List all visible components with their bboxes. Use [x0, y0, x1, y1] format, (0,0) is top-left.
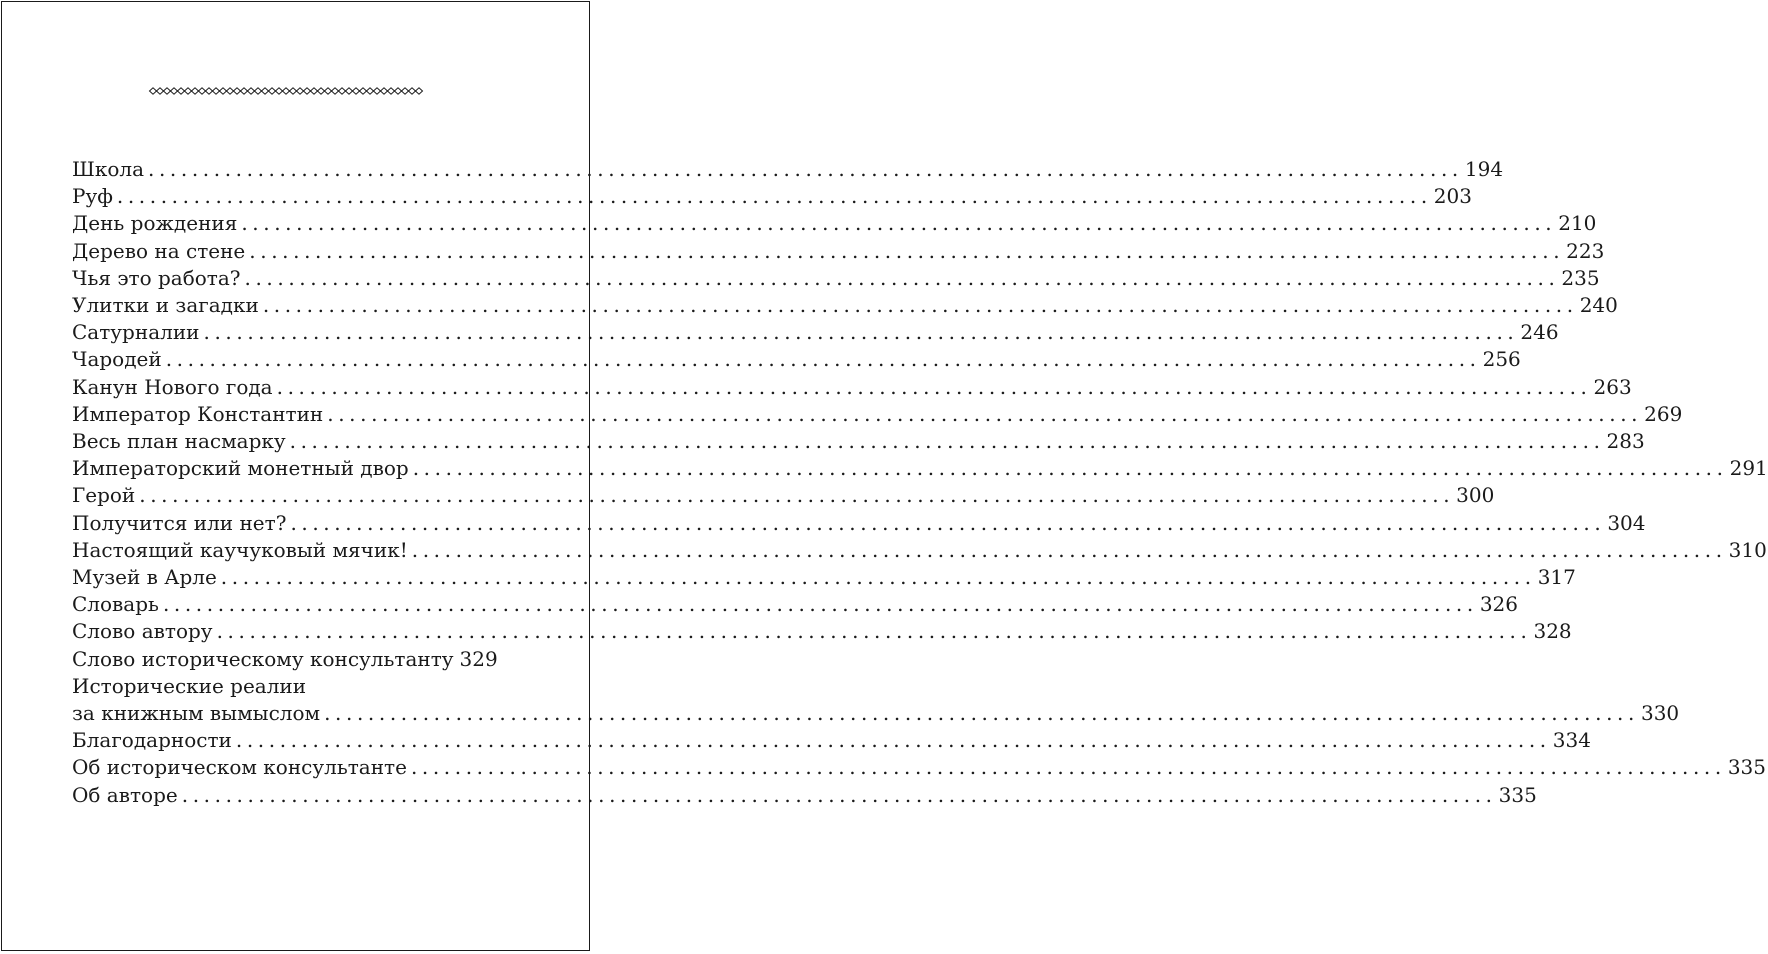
- toc-leader-dots: ........................................................................................................................: [148, 157, 1463, 181]
- toc-entry: [72, 401, 1683, 428]
- toc-entry-title: День рождения: [72, 211, 238, 236]
- toc-entry-page: 283: [1606, 429, 1645, 454]
- toc-entry: [72, 455, 1768, 482]
- toc-leader-dots: ........................................................................................................................: [216, 619, 1532, 644]
- toc-entry-title-line1: Исторические реалии: [72, 673, 307, 698]
- toc-entry-page: 326: [1479, 592, 1519, 617]
- toc-entry-title: Дерево на стене: [72, 238, 246, 263]
- toc-entry: [72, 482, 1495, 509]
- ornament-diamond: [381, 88, 388, 94]
- toc-entry: [72, 591, 1519, 618]
- ornament-diamond: [178, 88, 185, 94]
- toc-entry-continuation: [72, 700, 1680, 727]
- toc-entry: [72, 238, 1605, 265]
- ornament-diamond: [276, 88, 283, 94]
- ornament-diamond: [409, 88, 416, 94]
- toc-entry: [72, 754, 1767, 781]
- toc-entry: [72, 428, 1645, 455]
- toc-entry-page: 335: [1498, 782, 1537, 807]
- toc-entry-title: Герой: [72, 483, 136, 508]
- ornament-diamond: [360, 88, 367, 94]
- toc-entry-page: 203: [1433, 184, 1472, 209]
- ornament-diamond: [227, 88, 234, 94]
- toc-entry-title: Императорский монетный двор: [72, 456, 409, 481]
- toc-entry-title: Об авторе: [72, 782, 178, 807]
- toc-entry-title: Школа: [72, 157, 144, 181]
- ornament-diamond: [269, 88, 276, 94]
- toc-entry-page: 330: [1640, 701, 1680, 726]
- toc-entry-page: 328: [1533, 619, 1572, 644]
- toc-entry-page: 317: [1537, 565, 1576, 590]
- ornament-diamond: [346, 88, 353, 94]
- ornament-diamond: [332, 88, 339, 94]
- toc-entry: [72, 782, 1537, 809]
- toc-entry-page: 291: [1729, 456, 1768, 481]
- toc-leader-dots: ........................................................................................................................: [244, 265, 1560, 290]
- toc-entry: [72, 727, 1591, 754]
- toc-entry: [72, 564, 1576, 591]
- toc-entry: [72, 210, 1597, 237]
- toc-entry-title: Словарь: [72, 592, 159, 617]
- toc-entry: [72, 319, 1559, 346]
- toc-entry-title: Об историческом консультанте: [72, 755, 407, 780]
- toc-leader-dots: ........................................................................................................................: [249, 238, 1565, 263]
- ornament-diamond: [192, 88, 199, 94]
- ornament-diamond: [374, 88, 381, 94]
- toc-entry-page: 310: [1728, 537, 1767, 562]
- toc-leader-dots: ........................................................................................................................: [241, 211, 1557, 236]
- toc-entry: [72, 510, 1646, 537]
- toc-leader-dots: ........................................................................................................................: [116, 184, 1432, 209]
- toc-entry-title: за книжным вымыслом: [72, 701, 321, 726]
- table-of-contents: [72, 156, 1768, 809]
- ornament-diamond: [241, 88, 248, 94]
- ornament-diamond: [339, 88, 346, 94]
- ornament-diamond: [206, 88, 213, 94]
- toc-leader-dots: ........................................................................................................................: [327, 401, 1643, 426]
- toc-leader-dots: ........................................................................................................................: [411, 537, 1727, 562]
- toc-entry-page: 223: [1566, 238, 1605, 263]
- toc-leader-dots: ........................................................................................................................: [412, 456, 1728, 481]
- toc-entry-title: Чародей: [72, 347, 162, 372]
- ornament-diamond: [262, 88, 269, 94]
- ornament-diamond: [311, 88, 318, 94]
- ornament-diamond: [164, 88, 171, 94]
- toc-entry-page: 269: [1644, 401, 1683, 426]
- toc-leader-dots: ........................................................................................................................: [203, 320, 1519, 345]
- toc-entry-page: 256: [1482, 347, 1521, 372]
- toc-leader-dots: ........................................................................................................................: [165, 347, 1481, 372]
- toc-entry-page: 210: [1558, 211, 1597, 236]
- toc-entry: [72, 537, 1767, 564]
- diamond-ornament-divider: [149, 84, 426, 98]
- ornament-diamond: [283, 88, 290, 94]
- toc-entry: [72, 618, 1572, 645]
- ornament-diamond: [388, 88, 395, 94]
- toc-entry: [72, 646, 498, 673]
- toc-entry: [72, 292, 1618, 319]
- ornament-diamond: [290, 88, 297, 94]
- book-page: [1, 1, 1768, 951]
- toc-leader-dots: ........................................................................................................................: [139, 483, 1455, 508]
- toc-entry-page: 240: [1579, 293, 1618, 318]
- ornament-diamond: [416, 88, 423, 94]
- ornament-diamond: [157, 88, 164, 94]
- toc-entry-title: Настоящий каучуковый мячик!: [72, 537, 408, 562]
- ornament-diamond: [395, 88, 402, 94]
- toc-leader-dots: ........................................................................................................................: [290, 510, 1606, 535]
- ornament-diamond: [171, 88, 178, 94]
- toc-entry-title: Улитки и загадки: [72, 293, 259, 318]
- toc-entry-page: 329: [459, 646, 498, 671]
- ornament-diamond: [255, 88, 262, 94]
- toc-entry-page: 263: [1593, 374, 1632, 399]
- toc-entry: [72, 374, 1632, 401]
- toc-leader-dots: ........................................................................................................................: [162, 592, 1478, 617]
- toc-entry-page: 300: [1456, 483, 1495, 508]
- ornament-diamond: [304, 88, 311, 94]
- ornament-diamond: [213, 88, 220, 94]
- toc-entry: [72, 183, 1472, 210]
- toc-leader-dots: ........................................................................................................................: [410, 755, 1726, 780]
- toc-entry-page: 304: [1607, 510, 1646, 535]
- ornament-diamond: [318, 88, 325, 94]
- toc-entry: [72, 156, 1504, 183]
- toc-entry-page: 235: [1561, 265, 1600, 290]
- toc-entry-title: Сатурналии: [72, 320, 200, 345]
- ornament-diamond: [220, 88, 227, 94]
- ornament-diamond: [402, 88, 409, 94]
- ornament-diamond: [234, 88, 241, 94]
- toc-entry-title: Музей в Арле: [72, 565, 217, 590]
- toc-leader-dots: ........................................................................................................................: [220, 565, 1536, 590]
- ornament-diamond: [150, 88, 157, 94]
- ornament-diamond: [353, 88, 360, 94]
- toc-leader-dots: ........................................................................................................................: [181, 782, 1497, 807]
- toc-leader-dots: ........................................................................................................................: [262, 293, 1578, 318]
- toc-leader-dots: ........................................................................................................................: [289, 429, 1605, 454]
- ornament-diamond: [185, 88, 192, 94]
- toc-entry-title: Канун Нового года: [72, 374, 273, 399]
- toc-entry-page: 194: [1464, 157, 1504, 181]
- toc-entry: [72, 346, 1521, 373]
- toc-entry-title: Получится или нет?: [72, 510, 287, 535]
- ornament-diamond: [367, 88, 374, 94]
- toc-entry-title: Слово автору: [72, 619, 213, 644]
- ornament-diamond: [297, 88, 304, 94]
- ornament-diamond: [325, 88, 332, 94]
- toc-entry-title: Руф: [72, 184, 113, 209]
- toc-entry-title: Благодарности: [72, 728, 232, 753]
- ornament-diamond: [248, 88, 255, 94]
- toc-entry-page: 334: [1552, 728, 1591, 753]
- toc-entry-title: Чья это работа?: [72, 265, 241, 290]
- toc-leader-dots: ........................................................................................................................: [235, 728, 1551, 753]
- toc-entry-title: Император Константин: [72, 401, 324, 426]
- toc-leader-dots: ........................................................................................................................: [276, 374, 1592, 399]
- toc-entry-page: 335: [1727, 755, 1767, 780]
- ornament-diamond: [199, 88, 206, 94]
- toc-leader-dots: ........................................................................................................................: [324, 701, 1639, 726]
- toc-entry-title: Слово историческому консультанту: [72, 646, 454, 671]
- toc-entry: [72, 265, 1600, 292]
- toc-entry-page: 246: [1520, 320, 1559, 345]
- toc-entry-multiline: [72, 673, 1680, 727]
- toc-entry-title: Весь план насмарку: [72, 429, 286, 454]
